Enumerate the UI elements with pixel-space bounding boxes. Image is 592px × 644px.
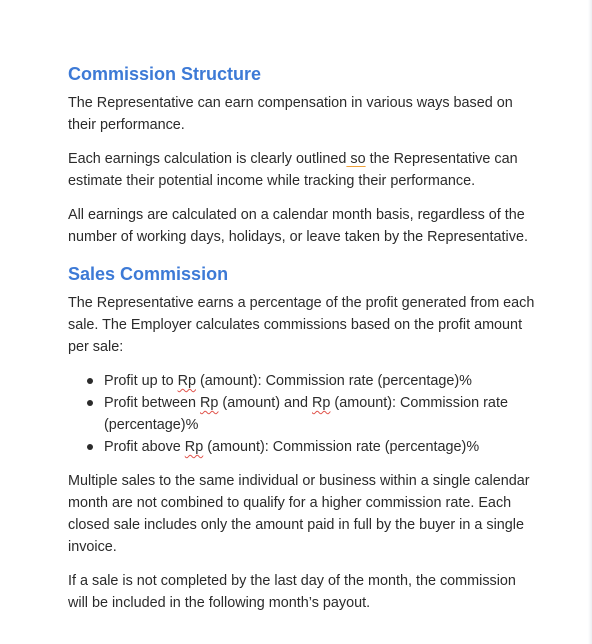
list-text: (amount) and — [218, 395, 312, 411]
paragraph-text: the Representative can estimate their potential income while tracking their performance. — [68, 151, 518, 189]
paragraph-text: Each earnings calculation is clearly outlined — [68, 151, 347, 167]
heading-sales-commission: Sales Commission — [68, 264, 229, 284]
paragraph-compensation: The Representative can earn compensation in various ways based on their performance. — [68, 95, 513, 133]
page-edge — [588, 0, 592, 644]
heading-commission-structure: Commission Structure — [68, 64, 262, 84]
document-body[interactable] — [68, 62, 538, 614]
list-text: (amount): Commission rate (percentage)% — [196, 373, 472, 389]
list-text: Profit between — [104, 395, 200, 411]
grammar-flag[interactable]: so — [346, 151, 366, 167]
paragraph-incomplete-sale: If a sale is not completed by the last day of the month, the commission will be included in the following month’s payout. — [68, 573, 516, 611]
paragraph-multiple-sales: Multiple sales to the same individual or business within a single calendar month are not combined to qualify for a higher commission rate. Each closed sale includes only the amount paid in full by the buyer in a single invoice. — [68, 473, 530, 555]
list-text: (amount): Commission rate (percentage)% — [203, 439, 480, 455]
bullet-icon — [87, 444, 93, 450]
paragraph-profit-percentage: The Representative earns a percentage of the profit generated from each sale. The Employer calculates commissions based on the profit amount per sale: — [68, 295, 535, 355]
list-text: (amount): Commission rate (percentage)% — [104, 395, 508, 433]
list-item — [68, 370, 538, 392]
bullet-icon — [87, 400, 93, 406]
spelling-flag[interactable]: Rp — [184, 439, 204, 455]
spelling-flag[interactable]: Rp — [200, 395, 219, 411]
spelling-flag[interactable]: Rp — [312, 395, 331, 411]
list-text: Profit above — [104, 439, 185, 455]
list-text: Profit up to — [104, 373, 178, 389]
spelling-flag[interactable]: Rp — [177, 373, 196, 389]
paragraph-calendar-month: All earnings are calculated on a calendar month basis, regardless of the number of working days, holidays, or leave taken by the Representative. — [68, 207, 528, 245]
bullet-icon — [87, 378, 93, 384]
commission-tier-list — [68, 370, 538, 458]
list-item — [68, 436, 538, 458]
paragraph-earnings-calculation — [68, 148, 538, 192]
list-item — [68, 392, 538, 436]
